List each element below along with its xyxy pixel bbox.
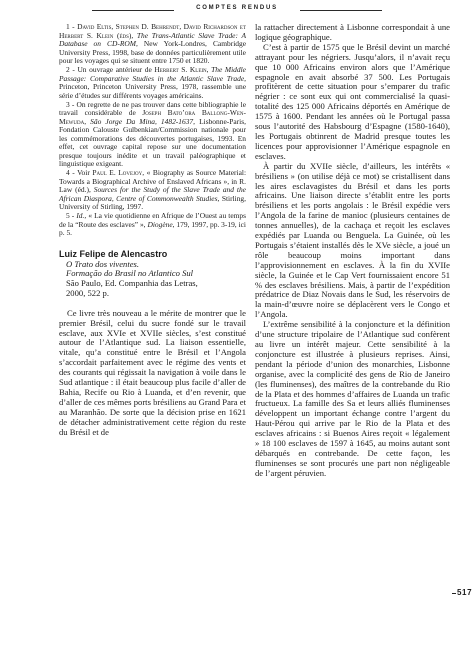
body-paragraph: L’extrême sensibilité à la conjoncture et la définition d’une structure tripolaire de l’Atlantique sud confèrent au livre un intérêt majeur. Cette sensibilité à la conjoncture est illustrée à plusieurs reprises. Ainsi, pendant la période d’union des monarchies, Lisbonne organise, avec la complicité des gens de Rio de Janeiro (les fluminenses), des maîtres de la contrebande du Rio de la Plata et des hommes d’affaires de Luanda un trafic fructueux. La famille des Sa et leurs alliés fluminenses développent un important échange contre l’argent du Haut-Pérou qui arrive par le Rio de la Plata et des esclaves africains : si Buenos Aires reçoit « légalement » 18 100 esclaves de 1597 à 1645, au moins autant sont débarqués en contrebande. De cette façon, les fluminenses se sont procurés une part non négligeable de l’argent péruvien.: [255, 319, 450, 478]
review-year-pages: 2000, 522 p.: [66, 287, 109, 298]
page-number-rule: [452, 593, 456, 594]
footnote-4: 4 - Voir Paul E. Lovejoy, « Biography as Source Material: Towards a Biographical Archive of Enslaved Africans », in R. Law (éd.), Sources for the Study of the Slave Trade and the African Diaspora, Centre of Commonwealth Studies, Stirling, University of Stirling, 1997.: [59, 168, 247, 211]
page-number-text: 517: [457, 588, 473, 597]
footnote-2: 2 - Un ouvrage antérieur de Herbert S. Klein, The Middle Passage: Comparative Studies in the Atlantic Slave Trade, Princeton, Princeton University Press, 1978, rassemble une série d’études sur différents voyages américains.: [59, 65, 246, 100]
body-paragraph: Ce livre très nouveau a le mérite de montrer que le premier Brésil, celui du sucre fondé sur le travail esclave, aux XVIe et XVIIe siècles, s’est constitué autour de l’Atlantique sud. La liaison essentielle, vitale, qu’a constitué entre le Brésil et l’Angola s’accordait parfaitement avec le régime des vents et des courants qui régissait la navigation à voile dans le Sud atlantique : il était beaucoup plus facile d’aller de Bahia, Recife ou Rio à Luanda, et d’en revenir, que d’aller de ces mêmes ports brésiliens au Grand Para et au Maranhão. De sorte que la décision prise en 1621 de détacher administrativement cette région du reste du Brésil et de: [59, 307, 246, 437]
body-paragraph: À partir du XVIIe siècle, d’ailleurs, les intérêts « brésiliens » (on utilise déjà ce mot) se cristallisent dans les aires esclavagistes du Brésil et dans les ports africains. Une liaison directe s’établit entre les ports brésiliens et les ports angolais : le Brésil expédie vers l’Angola de la farine de manioc (plusieurs centaines de tonnes annuelles), de la cachaça et reçoit les esclaves expédiés par Luanda ou Benguela. La Guinée, où les Portugais s’étaient installés dès le XVe siècle, a joué un rôle beaucoup moins important dans l’approvisionnement en esclaves. À la fin du XVIIe siècle, la Guinée et le Cap Vert fournissaient encore 51 % des esclaves brésiliens. Mais, à partir de l’expédition prédatrice de Diaz Novais dans le Sud, les réservoirs de la main-d’œuvre noire se déplacèrent vers le Congo et l’Angola.: [255, 160, 450, 320]
review-heading: [59, 249, 246, 299]
review-publisher: São Paulo, Ed. Companhia das Letras,: [66, 278, 198, 289]
section-title: COMPTES RENDUS: [196, 5, 278, 11]
review-body-left: [59, 309, 246, 438]
running-header: [0, 0, 474, 22]
footnotes: [59, 23, 246, 238]
page-number: [452, 588, 474, 599]
body-paragraph: C’est à partir de 1575 que le Brésil devint un marché attrayant pour les négriers. Jusqu’alors, il n’avait reçu que 10 000 Africains environ alors que l’Amérique espagnole en avait absorbé 37 500. Les Portugais profitèrent de cette situation pour s’emparer du trafic négrier : ce sont eux qui ont commercialisé la quasi-totalité des 125 000 Africains déportés en Amérique de 1575 à 1600. Pendant les années où le Portugal passa sous l’autorité des Habsbourg d’Espagne (1580-1640), les Portugais obtinrent de Madrid presque toutes les licences pour approvisionner l’Amérique espagnole en esclaves.: [255, 41, 450, 161]
right-column: [255, 23, 450, 479]
footnote-3: 3 - On regrette de ne pas trouver dans cette bibliographie le travail considérable de Joseph Bato’ora Ballong-Wen-Mewuda, São Jorge Da Mina, 1482-1637, Lisbonne-Paris, Fondation Calouste Gulbenkian/Commission nationale pour les commémorations des découvertes portugaises, 1993. En effet, cet ouvrage capital repose sur une documentation presque toujours inédite et un travail paléographique et linguistique exigeant.: [59, 99, 247, 168]
review-title-line1: O Trato dos viventes.: [66, 258, 140, 269]
left-column: [59, 23, 246, 437]
review-title-line2: Formação do Brasil no Atlantico Sul: [66, 268, 194, 279]
header-rule-right: [300, 10, 382, 11]
review-author: Luiz Felipe de Alencastro: [59, 248, 168, 259]
body-paragraph: la rattacher directement à Lisbonne correspondait à une logique géographique.: [255, 22, 450, 42]
footnote-5: 5 - Id., « La vie quotidienne en Afrique de l’Ouest au temps de la “Route des esclaves” », Diogène, 179, 1997, pp. 3-19, ici p. 5.: [59, 211, 247, 237]
footnote-1: 1 - David Eltis, Stephen D. Behrendt, David Richardson et Herbert S. Klein (éds), The Trans-Atlantic Slave Trade: A Database on CD-ROM, New York-Londres, Cambridge University Press, 1998, base de données particulièrement utile pour les voyages qui se situent entre 1750 et 1820.: [59, 22, 247, 65]
